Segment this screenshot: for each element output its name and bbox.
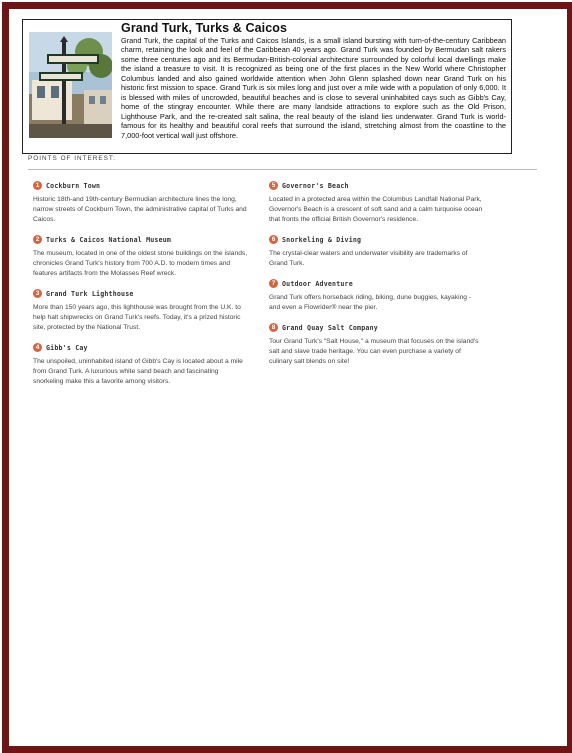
number-badge: 7 — [269, 279, 278, 288]
poi-title: Gibb's Cay — [46, 343, 88, 352]
number-badge: 1 — [33, 181, 42, 190]
number-badge: 4 — [33, 343, 42, 352]
poi-description: The unspoiled, uninhabited island of Gibb's Cay is located about a mile from Grand Turk. A luxurious white sand beach and fascinating snorkeling make this a favorite among visitors. — [33, 358, 243, 385]
poi-description: Historic 18th-and 19th-century Bermudian architecture lines the long, narrow streets of Cockburn Town, the administrative capital of Turks and Caicos. — [33, 196, 247, 223]
poi-item — [269, 278, 484, 313]
poi-column-right — [269, 180, 484, 376]
poi-column-left — [33, 180, 248, 396]
section-divider — [28, 169, 537, 170]
points-of-interest-label: POINTS OF INTEREST: — [28, 155, 116, 162]
poi-title: Grand Quay Salt Company — [282, 323, 378, 332]
poi-description: The crystal-clear waters and underwater visibility are trademarks of Grand Turk. — [269, 250, 468, 267]
street-sign-photo — [29, 32, 112, 138]
poi-item — [33, 288, 248, 333]
poi-title: Outdoor Adventure — [282, 279, 353, 288]
number-badge: 5 — [269, 181, 278, 190]
poi-title: Turks & Caicos National Museum — [46, 235, 172, 244]
poi-description: The museum, located in one of the oldest stone buildings on the islands, chronicles Grand Turk's history from 700 A.D. to modern times and features artifacts from the Molasses Reef wreck. — [33, 250, 248, 277]
poi-item — [33, 342, 248, 387]
poi-description: Tour Grand Turk's "Salt House," a museum that focuses on the island's salt and slave trade heritage. You can even purchase a variety of culinary salt blends on site! — [269, 338, 479, 365]
poi-item — [33, 234, 248, 279]
number-badge: 3 — [33, 289, 42, 298]
poi-title: Governor's Beach — [282, 181, 349, 190]
header-box — [22, 19, 512, 154]
number-badge: 6 — [269, 235, 278, 244]
poi-item — [269, 180, 484, 225]
number-badge: 8 — [269, 323, 278, 332]
poi-item — [269, 322, 484, 367]
poi-description: More than 150 years ago, this lighthouse was brought from the U.K. to help halt shipwrecks on Grand Turk's reefs. Today, it's a prized historic site, protected by the National Trust. — [33, 304, 241, 331]
number-badge: 2 — [33, 235, 42, 244]
poi-item — [269, 234, 484, 269]
poi-title: Snorkeling & Diving — [282, 235, 362, 244]
poi-item — [33, 180, 248, 225]
poi-description: Located in a protected area within the Columbus Landfall National Park, Governor's Beach is a crescent of soft sand and a calm turquoise ocean that fronts the official British Governor's residence. — [269, 196, 483, 223]
page-title: Grand Turk, Turks & Caicos — [121, 21, 288, 35]
poi-description: Grand Turk offers horseback riding, biking, dune buggies, kayaking - and even a Flowrider® near the pier. — [269, 294, 472, 311]
poi-title: Grand Turk Lighthouse — [46, 289, 134, 298]
intro-paragraph: Grand Turk, the capital of the Turks and Caicos Islands, is a small island bursting with turn-of-the-century Caribbean charm, retaining the look and feel of the Caribbean 40 years ago. Grand Turk was founded by Bermudan salt rakers some three centuries ago and its Bermudan-British-colonial architecture surrounded by colorful local dwellings make the island a treasure to visit. It is recognized as being one of the first places in the New World where Christopher Columbus landed and also gained worldwide attention when John Glenn splashed down near Grand Turk on his historic first mission to space. Grand Turk is six miles long and just over a mile wide with a population of only 6,000. It is blessed with miles of uncrowded, beautiful beaches and is close to several uninhabited cays such as Gibb's Cay, home of the stingray encounter. While there are many landside attractions to explore such as the Old Prison, Lighthouse Park, and the re-created salt salina, the real beauty of the island lies underwater. Grand Turk is world-famous for its healthy and beautiful coral reefs that surround the island, stretching almost from the coastline to the 7,000-foot vertical wall just offshore. — [121, 36, 506, 140]
poi-title: Cockburn Town — [46, 181, 101, 190]
